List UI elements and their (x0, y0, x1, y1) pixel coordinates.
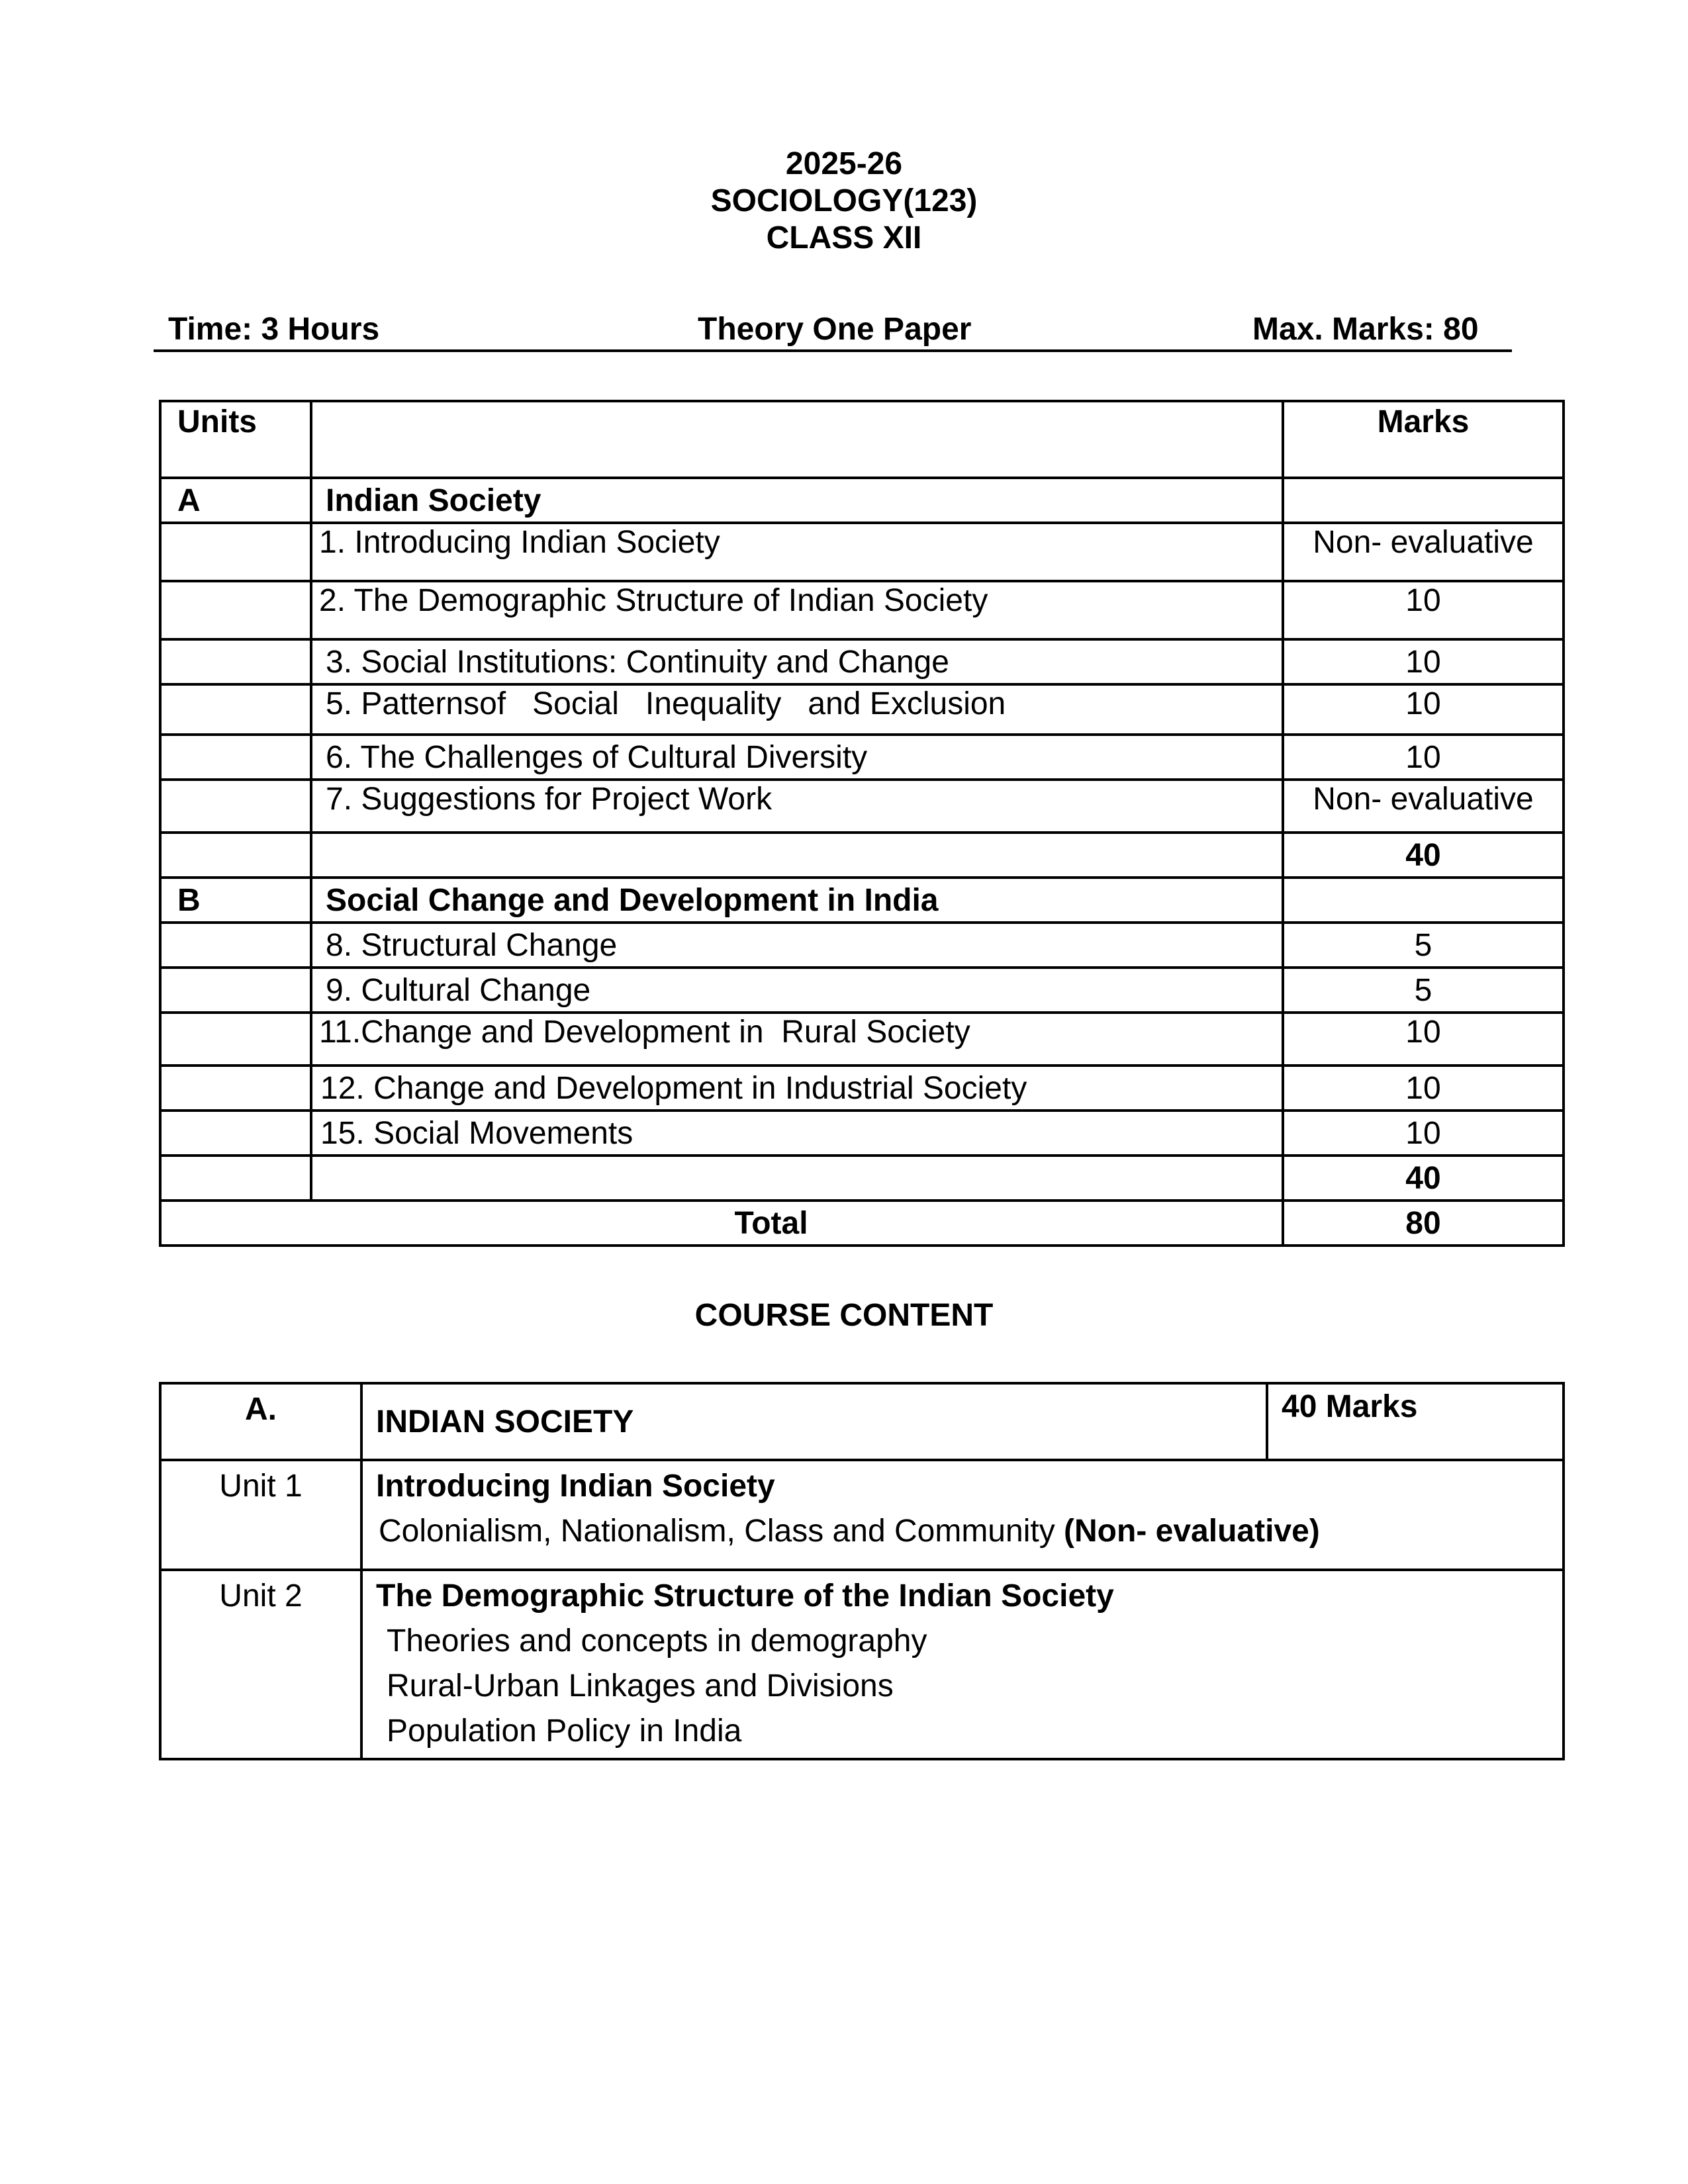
class-name: CLASS XII (766, 220, 922, 255)
table-row (160, 581, 1564, 639)
table-row (160, 923, 1564, 968)
unit-b-label: B (160, 878, 311, 923)
table-row (160, 639, 1564, 684)
table-row (160, 968, 1564, 1013)
marks-cell: 5 (1283, 968, 1564, 1013)
table-row (160, 780, 1564, 833)
list-item: Rural-Urban Linkages and Divisions (387, 1668, 894, 1704)
list-item: Theories and concepts in demography (387, 1623, 927, 1659)
unit-a-label: A (160, 478, 311, 523)
header-rule (154, 349, 1512, 352)
marks-table (159, 400, 1565, 1247)
list-item: Population Policy in India (387, 1713, 742, 1749)
exam-time: Time: 3 Hours (168, 312, 380, 347)
topic-cell: 15. Social Movements (311, 1111, 1283, 1156)
unit1-label: Unit 1 (160, 1460, 361, 1570)
topic-cell: 12. Change and Development in Industrial Society (311, 1066, 1283, 1111)
marks-cell: 5 (1283, 923, 1564, 968)
topic-cell: 8. Structural Change (311, 923, 1283, 968)
subtotal-row (160, 833, 1564, 878)
unit-a-marks (1283, 478, 1564, 523)
marks-cell: 10 (1283, 735, 1564, 780)
unit2-label: Unit 2 (160, 1570, 361, 1759)
table-row (160, 1066, 1564, 1111)
unit1-text: Colonialism, Nationalism, Class and Community (379, 1514, 1055, 1549)
section-row (160, 1383, 1564, 1460)
topic-cell: 2. The Demographic Structure of Indian Society (311, 581, 1283, 639)
table-row (160, 735, 1564, 780)
col-units: Units (160, 401, 311, 478)
unit-a-row (160, 478, 1564, 523)
unit-b-row (160, 878, 1564, 923)
section-label: A. (160, 1383, 361, 1460)
marks-cell: 10 (1283, 1111, 1564, 1156)
year: 2025-26 (785, 146, 903, 181)
marks-cell: 10 (1283, 581, 1564, 639)
topic-cell: 9. Cultural Change (311, 968, 1283, 1013)
unit-b-subtotal: 40 (1283, 1156, 1564, 1201)
unit1-content (361, 1460, 1564, 1570)
unit-a-subtotal: 40 (1283, 833, 1564, 878)
marks-cell: Non- evaluative (1283, 780, 1564, 833)
total-row (160, 1201, 1564, 1246)
unit1-title: Introducing Indian Society (376, 1469, 775, 1504)
unit-b-marks (1283, 878, 1564, 923)
unit-row (160, 1460, 1564, 1570)
unit-row (160, 1570, 1564, 1759)
exam-paper: Theory One Paper (698, 312, 972, 347)
subtotal-row (160, 1156, 1564, 1201)
table-row (160, 523, 1564, 581)
marks-cell: 10 (1283, 1013, 1564, 1066)
unit1-text-line (376, 1509, 1562, 1554)
course-content-table (159, 1382, 1565, 1760)
col-topic (311, 401, 1283, 478)
marks-cell: Non- evaluative (1283, 523, 1564, 581)
unit2-content (361, 1570, 1564, 1759)
marks-cell: 10 (1283, 1066, 1564, 1111)
table-row (160, 1111, 1564, 1156)
course-content-title: COURSE CONTENT (694, 1298, 994, 1333)
topic-cell: 11.Change and Development in Rural Society (311, 1013, 1283, 1066)
exam-max-marks: Max. Marks: 80 (1252, 312, 1479, 347)
marks-cell: 10 (1283, 639, 1564, 684)
section-title: INDIAN SOCIETY (361, 1383, 1267, 1460)
topic-cell: 3. Social Institutions: Continuity and Change (311, 639, 1283, 684)
col-marks: Marks (1283, 401, 1564, 478)
marks-cell: 10 (1283, 684, 1564, 735)
table-row (160, 1013, 1564, 1066)
table-row (160, 684, 1564, 735)
total-label: Total (160, 1201, 1283, 1246)
unit-a-title: Indian Society (311, 478, 1283, 523)
section-marks: 40 Marks (1267, 1383, 1564, 1460)
unit2-title: The Demographic Structure of the Indian Society (376, 1578, 1114, 1614)
table-header-row (160, 401, 1564, 478)
topic-cell: 5. Patternsof Social Inequality and Exclusion (311, 684, 1283, 735)
total-marks: 80 (1283, 1201, 1564, 1246)
unit1-note: (Non- evaluative) (1064, 1514, 1320, 1549)
topic-cell: 1. Introducing Indian Society (311, 523, 1283, 581)
unit-b-title: Social Change and Development in India (311, 878, 1283, 923)
topic-cell: 7. Suggestions for Project Work (311, 780, 1283, 833)
subject-title: SOCIOLOGY(123) (710, 183, 978, 218)
topic-cell: 6. The Challenges of Cultural Diversity (311, 735, 1283, 780)
